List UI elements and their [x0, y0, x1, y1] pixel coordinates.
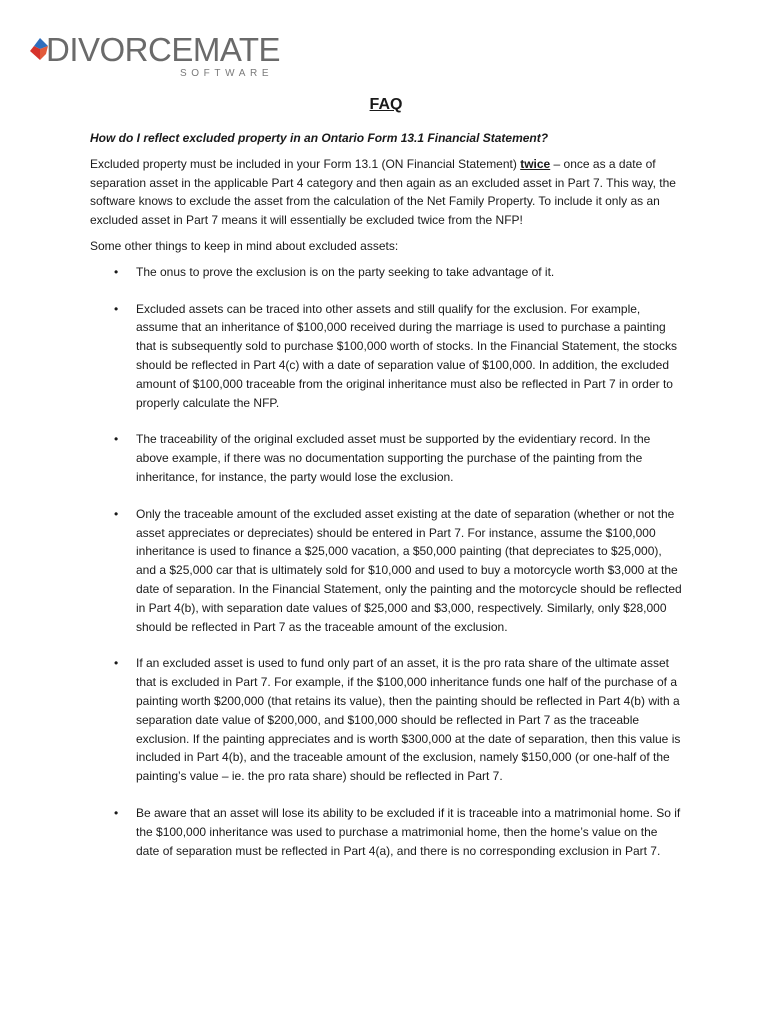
faq-document — [90, 95, 682, 878]
logo-tagline: SOFTWARE — [180, 68, 274, 79]
bullet-icon: • — [114, 301, 119, 316]
list-item — [90, 505, 682, 637]
bullet-icon: • — [114, 506, 119, 521]
list-item-text: If an excluded asset is used to fund only part of an asset, it is the pro rata share of the ultimate asset that is excluded in Part 7. For example, if the $100,000 inheritance funds one half of the purchase of a painting worth $200,000 (that retains its value), then the painting should be reflected in Part 4(b) with a separation date value of $200,000, and $100,000 should be reflected in Part 7 as the traceable exclusion. If the painting appreciates and is worth $300,000 at the date of separation, then this value is included in Part 4(b), and the traceable amount of the exclusion, namely $150,000 (or one-half of the painting’s value – ie. the pro rata share) should be reflected in Part 7. — [136, 656, 681, 784]
faq-question: How do I reflect excluded property in an Ontario Form 13.1 Financial Statement? — [90, 131, 549, 145]
list-item — [90, 263, 682, 282]
intro-text-end: – once as a date of separation asset in the applicable Part 4 category and then again as an excluded asset in Part 7. This way, the software knows to exclude the asset from the calculation of the Net Family Property. To include it only as an excluded asset in Part 7 means it will essentially be excluded twice from the NFP! — [90, 156, 676, 228]
logo-wordmark: DIVORCEMATE — [46, 31, 281, 68]
bullet-icon: • — [114, 264, 119, 279]
intro-paragraph — [90, 155, 682, 230]
divorcemate-logo — [30, 31, 281, 84]
bullet-icon: • — [114, 656, 119, 671]
list-item-text: Be aware that an asset will lose its ability to be excluded if it is traceable into a matrimonial home. So if the $100,000 inheritance was used to purchase a matrimonial home, then the home’s value on the date of separation must be reflected in Part 4(a), and there is no corresponding exclusion in Part 7. — [136, 805, 681, 858]
page-title: FAQ — [369, 96, 403, 113]
intro-emphasis: twice — [520, 156, 551, 171]
list-item — [90, 804, 682, 860]
excluded-assets-list — [90, 263, 682, 861]
list-item — [90, 430, 682, 486]
list-item — [90, 300, 682, 413]
bullet-icon: • — [114, 432, 119, 447]
list-item-text: The traceability of the original excluded asset must be supported by the evidentiary record. In the above example, if there was no documentation supporting the purchase of the painting from the inheritance, for instance, the party would lose the exclusion. — [136, 432, 651, 484]
lead-in-paragraph: Some other things to keep in mind about excluded assets: — [90, 238, 399, 253]
list-item — [90, 654, 682, 786]
list-item-text: The onus to prove the exclusion is on the party seeking to take advantage of it. — [136, 264, 555, 279]
list-item-text: Only the traceable amount of the excluded asset existing at the date of separation (whether or not the asset appreciates or depreciates) should be entered in Part 7. For instance, assume the $100,000 inheritance is used to finance a $25,000 vacation, a $50,000 painting (that depreciates to $25,000), and a $25,000 car that is ultimately sold for $10,000 and used to buy a motorcycle worth $3,000 at the date of separation. In the Financial Statement, only the painting and the motorcycle should be reflected in Part 4(b), with separation date values of $25,000 and $3,000, respectively. Similarly, only $28,000 should be reflected in Part 7 as the traceable amount of the exclusion. — [136, 506, 682, 634]
bullet-icon: • — [114, 805, 119, 820]
intro-text-start: Excluded property must be included in your Form 13.1 (ON Financial Statement) — [90, 156, 521, 171]
list-item-text: Excluded assets can be traced into other assets and still qualify for the exclusion. For example, assume that an inheritance of $100,000 received during the marriage is used to purchase a painting that is subsequently sold to purchase $100,000 worth of stocks. In the Financial Statement, the stocks should be reflected in Part 4(c) with a date of separation value of $100,000. In addition, the excluded amount of $100,000 traceable from the original inheritance must also be reflected in Part 7 in order to properly calculate the NFP. — [136, 301, 677, 410]
